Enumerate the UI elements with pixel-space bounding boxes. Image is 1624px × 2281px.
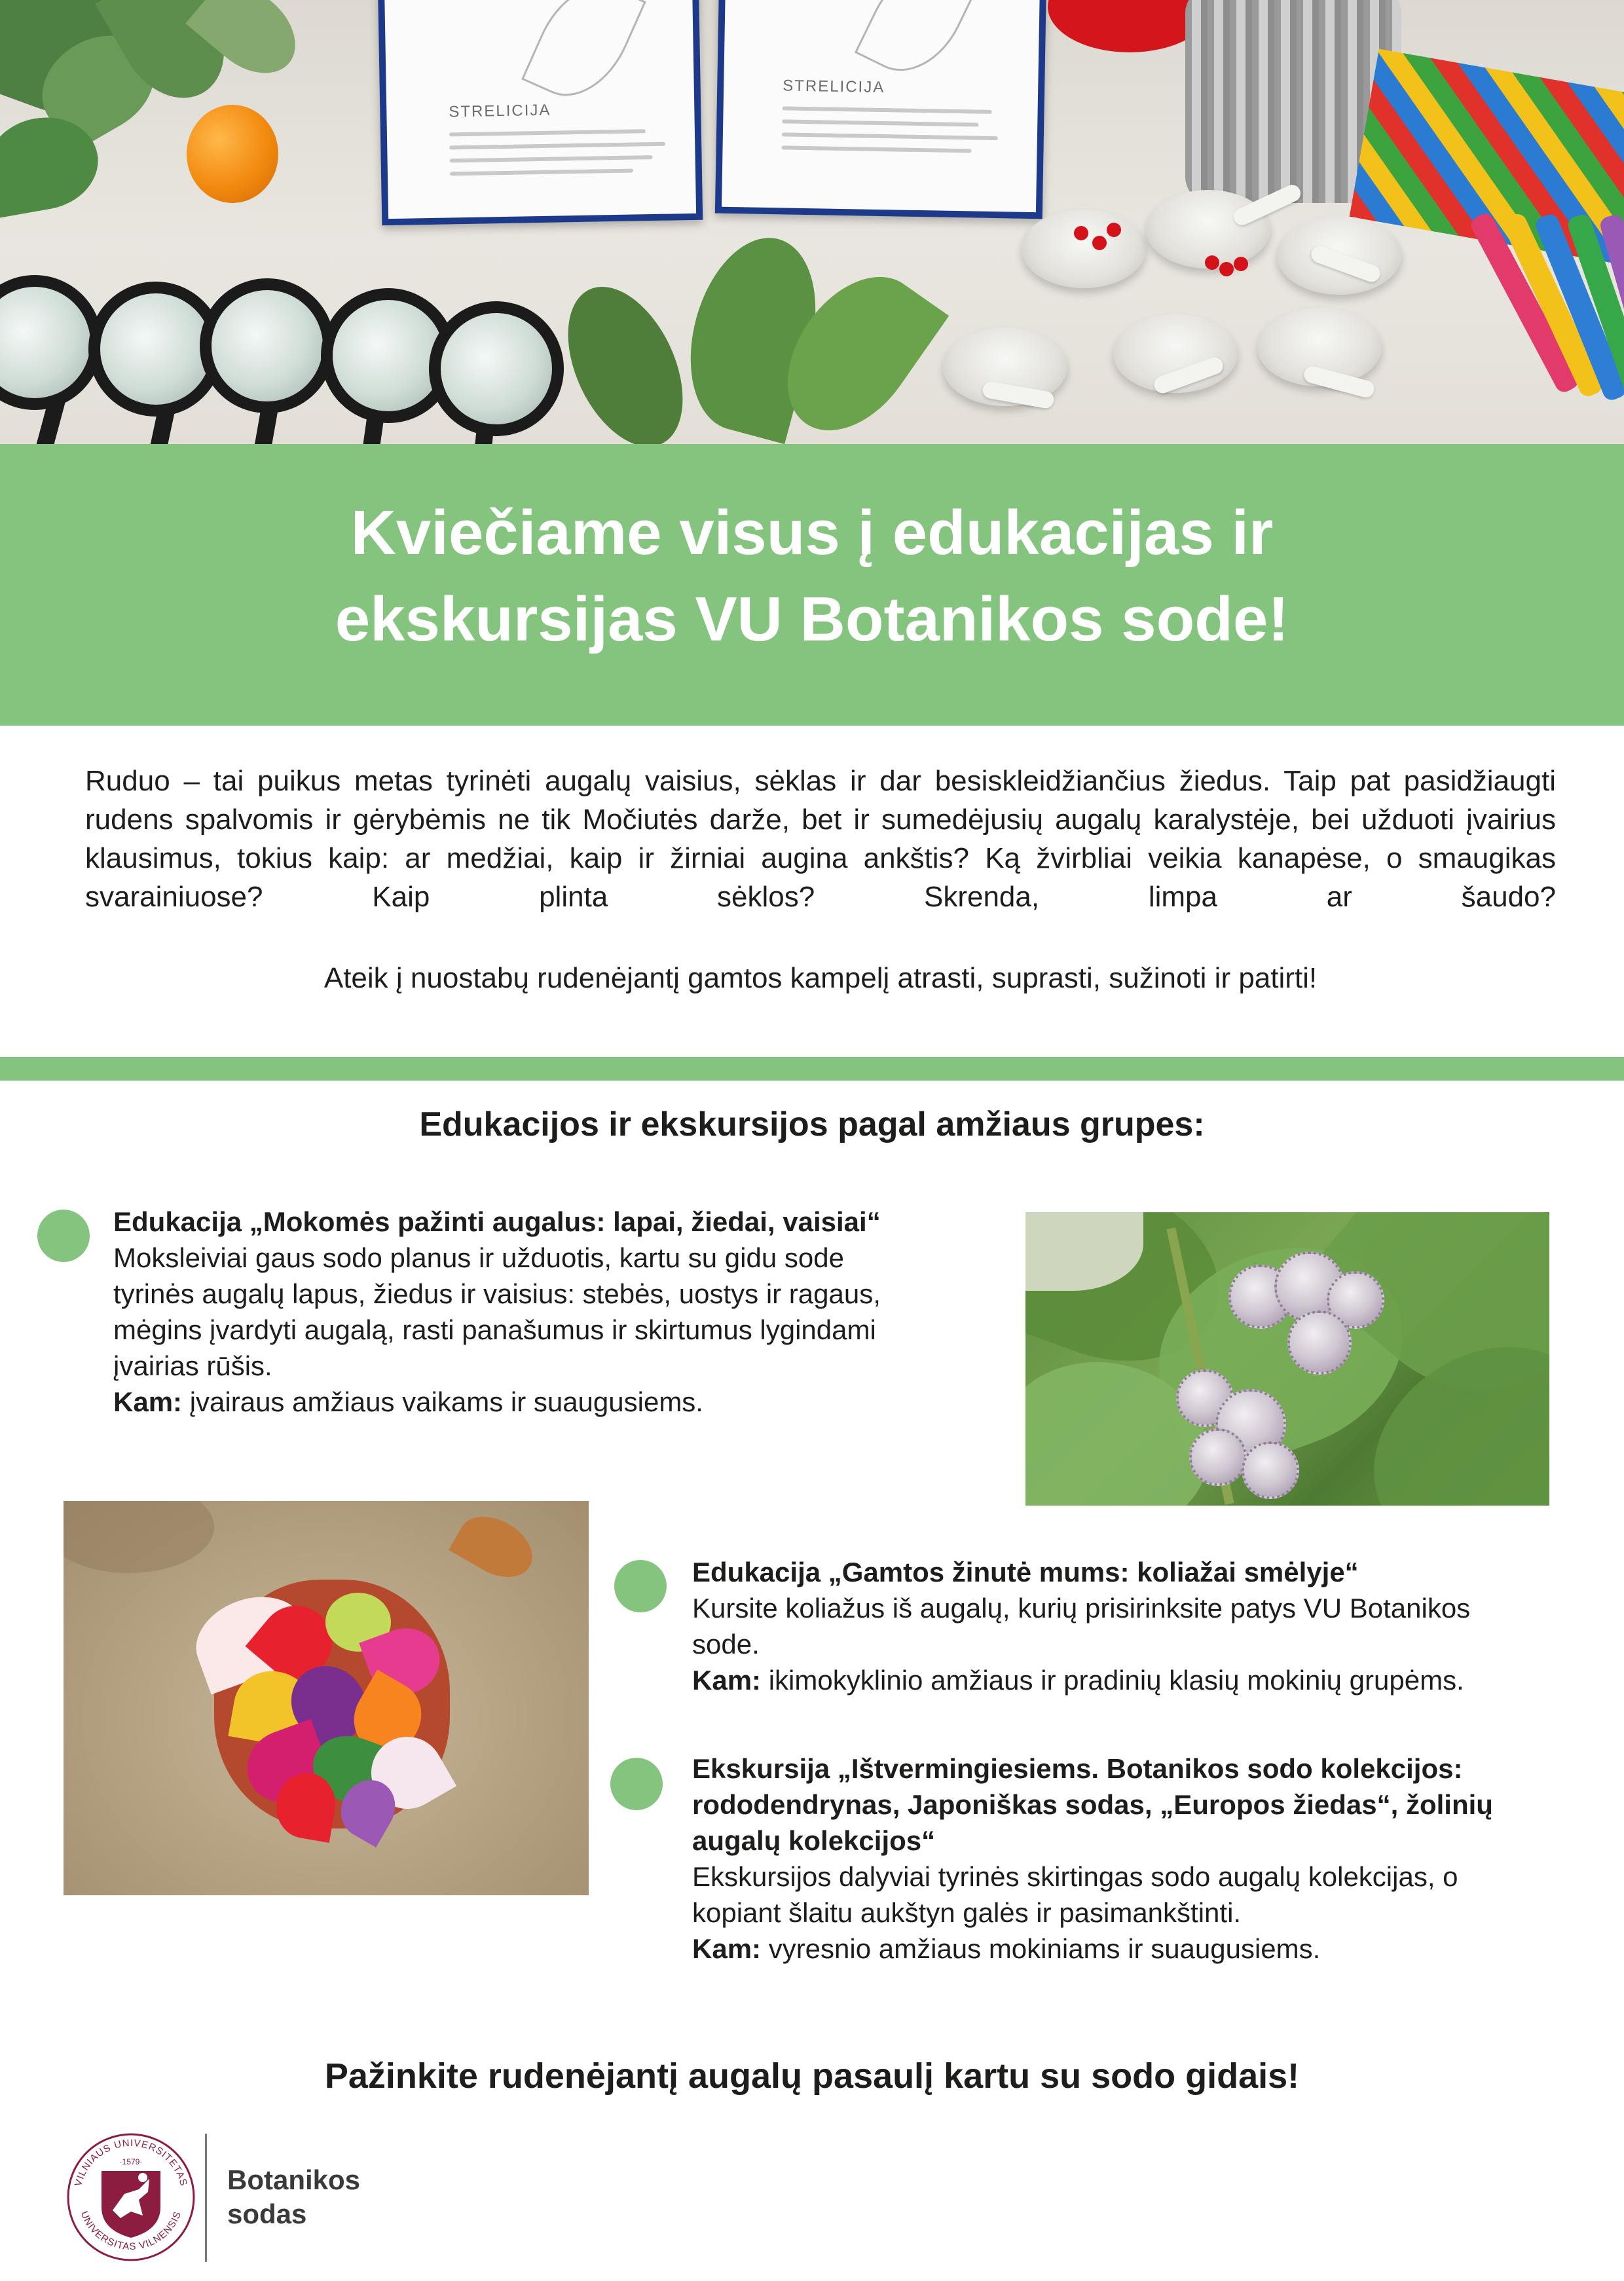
intro-paragraph: Ruduo – tai puikus metas tyrinėti augalų vaisius, sėklas ir dar besiskleidžiančius žiedus. Taip pat pasidžiaugti rudens spalvomis ir gėrybėmis ne tik Močiutės darže, bet ir sumedėjusių augalų karalystėje, bei užduoti įvairius klausimus, tokius kaip: ar medžiai, kaip ir žirniai augina ankštis? Ką žvirbliai veikia kanapėse, o smaugikas svarainiuose? Kaip plinta sėklos? Skrenda, limpa ar šaudo?: [85, 765, 1556, 913]
info-sheet-left: [378, 0, 703, 225]
logo-year: ·1579·: [119, 2157, 143, 2166]
activity-line: tyrinės augalų lapus, žiedus ir vaisius: stebės, uostys ir ragaus,: [113, 1278, 881, 1309]
activity-line: Ekskursijos dalyviai tyrinės skirtingas sodo augalų kolekcijas, o: [692, 1861, 1458, 1892]
activity-heading-line: Ekskursija „Ištvermingiesiems. Botanikos sodo kolekcijos:: [692, 1753, 1463, 1784]
activity-line: mėgins įvardyti augalą, rasti panašumus ir skirtumus lygindami: [113, 1314, 876, 1345]
audience-label: Kam:: [692, 1933, 762, 1964]
page-title-line-1: Kviečiame visus į edukacijas ir: [350, 498, 1274, 568]
page-title: [0, 490, 1624, 663]
audience-text: ikimokyklinio amžiaus ir pradinių klasių mokinių grupėms.: [761, 1665, 1464, 1696]
bullet-dot-icon: [614, 1560, 667, 1612]
burdock-photo: [1025, 1212, 1549, 1506]
logo-ring-bottom: UNIVERSITAS VILNENSIS: [78, 2210, 184, 2253]
audience: [692, 1662, 1570, 1698]
activity-3: [692, 1751, 1570, 1967]
closing-line: Pažinkite rudenėjantį augalų pasaulį kartu su sodo gidais!: [324, 2056, 1300, 2096]
invite-line: Ateik į nuostabų rudenėjantį gamtos kampelį atrasti, suprasti, sužinoti ir patirti!: [323, 962, 1318, 994]
audience-text: įvairaus amžiaus vaikams ir suaugusiems.: [182, 1386, 703, 1417]
logo-ring-top: VILNIAUS UNIVERSITETAS: [72, 2137, 190, 2188]
org-name-line-2: sodas: [227, 2198, 307, 2229]
info-sheet-right: [715, 0, 1046, 219]
org-name-line-1: Botanikos: [227, 2164, 361, 2195]
audience-label: Kam:: [113, 1386, 183, 1417]
vu-seal-icon: [65, 2132, 196, 2263]
audience-text: vyresnio amžiaus mokiniams ir suaugusiems.: [761, 1933, 1321, 1964]
audience-label: Kam:: [692, 1665, 762, 1696]
title-banner: [0, 444, 1624, 726]
audience: [113, 1384, 1017, 1420]
page-title-line-2: ekskursijas VU Botanikos sode!: [335, 584, 1289, 654]
activity-line: kopiant šlaitu aukštyn galės ir pasimankštinti.: [692, 1897, 1242, 1928]
sheet-title: STRELICIJA: [782, 77, 885, 97]
activity-heading: Edukacija „Gamtos žinutė mums: koliažai smėlyje“: [692, 1557, 1359, 1587]
activity-line: Moksleiviai gaus sodo planus ir užduotis, kartu su gidu sode: [113, 1242, 844, 1273]
activity-heading-line: rododendrynas, Japoniškas sodas, „Europos žiedas“, žolinių: [692, 1789, 1493, 1820]
activity-line: įvairias rūšis.: [113, 1350, 272, 1381]
hero-photo: [0, 0, 1624, 444]
sheet-title: STRELICIJA: [449, 101, 551, 121]
org-name: [227, 2163, 360, 2231]
section-title: Edukacijos ir ekskursijos pagal amžiaus grupes:: [419, 1105, 1205, 1143]
activity-line: sode.: [692, 1629, 760, 1660]
bullet-dot-icon: [37, 1210, 90, 1262]
bullet-dot-icon: [610, 1758, 663, 1810]
activity-line: Kursite koliažus iš augalų, kurių prisirinksite patys VU Botanikos: [692, 1593, 1471, 1623]
sand-collage-photo: [64, 1501, 589, 1895]
logo-divider: [205, 2134, 207, 2262]
section-divider: [0, 1057, 1624, 1081]
activity-heading-line: augalų kolekcijos“: [692, 1825, 936, 1856]
audience: [692, 1931, 1570, 1967]
activity-heading: Edukacija „Mokomės pažinti augalus: lapai, žiedai, vaisiai“: [113, 1206, 881, 1237]
activity-1: [113, 1204, 1017, 1420]
activity-2: [692, 1554, 1570, 1698]
